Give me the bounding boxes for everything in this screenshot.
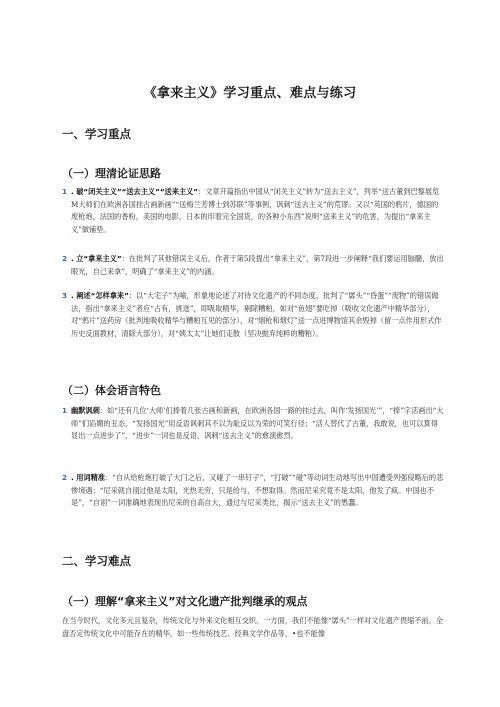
list-item (62, 186, 444, 236)
list-item (62, 472, 444, 510)
item-lead: . 用词精准 (71, 473, 105, 482)
item-number: 1 (62, 187, 68, 196)
section-heading-difficulties: 二、学习难点 (62, 554, 131, 568)
item-number: 2 (62, 473, 68, 482)
list-item (62, 253, 444, 278)
section-heading-key-points: 一、学习重点 (62, 127, 131, 141)
item-text: ：在批判了其他错误主义后，作者于第5段提出“拿来主义”，第7段进一步阐释“我们要运用脑髓，放出眼光，自己来拿”，明确了“拿来主义”的内涵。 (71, 254, 444, 276)
subheading-language-features: （二）体会语言特色 (62, 384, 161, 397)
item-text: ：文章开篇指出中国从“闭关主义”转为“送去主义”，列举“送古董到巴黎展览M大师们在欧洲各国挂古画新画”“送梅兰芳博士到苏联”等事例，讽刺“送去主义”的荒谬。又以“英国的鸦片，德国的废枪炮，法国的香粉，美国的电影，日本的印着完全国货，的各种小东西”说明“送来主义”的危害，为提出“拿来主义”做铺垫。 (71, 187, 440, 234)
page-title: 《拿来主义》学习重点、难点与练习 (143, 86, 357, 101)
item-lead: . 立“拿来主义” (71, 254, 122, 263)
list-item (62, 290, 444, 340)
item-lead: . 阐述“怎样拿来” (71, 291, 129, 300)
item-number: 3 (62, 291, 68, 300)
subheading-argument-logic: （一）理清论证思路 (62, 167, 161, 180)
subheading-critical-inheritance: （一）理解“拿来主义”对文化遗产批判继承的观点 (62, 595, 308, 608)
paragraph: 在当今时代，文化多元且复杂，传统文化与外来文化相互交织。一方面，我们不能像“孱头”一样对文化遗产畏缩不前，全盘否定传统文化中可能存在的精华，如一些传统技艺、经典文学作品等，•也不能像 (62, 616, 444, 638)
item-lead: 幽默讽刺 (71, 406, 100, 415)
item-text: ：“自从给枪炮打破了大门之后，又碰了一串钉子”，“打破”“碰”等动词生动地写出中国遭受列强侵略后的悲惨境遇；“尼采就自诩过他是太阳，光热无穷，只是给与，不想取得。然而尼采究竟不是太阳，他发了疯。中国也不是”，“自诩”一词准确地表现出尼采的自高自大，通过与尼采类比，揭示“送去主义”的愚蠢。 (71, 473, 444, 508)
item-lead: . 破“闭关主义”“送去主义”“送来主义” (71, 187, 199, 196)
item-number: 2 (62, 254, 68, 263)
item-text: ：如“还有几位‘大师’们捧着几张古画和新画，在欧洲各国一路的挂过去，叫作‘发扬国光’”，“捧”字活画出“大师”们谄媚的丑态，“发扬国光”用反语讽刺其不以为耻反以为荣的可笑行径；“活人替代了古董，我敢说，也可以算得显出一点进步了”，“进步”一词也是反语，讽刺“送去主义”的愈演愈烈。 (71, 406, 444, 441)
item-number: 1 (62, 406, 68, 415)
list-item (62, 405, 444, 443)
item-text: ：以“大宅子”为喻，形象地论述了对待文化遗产的不同态度，批判了“孱头”“昏蛋”“废物”的错误做法，指出“拿来主义”者应“占有，挑选”，即吸取精华，剔除糟粕，如对“鱼翅”要吃掉（吸收文化遗产中精华部分），对“鸦片”送药房（批判地吸收精华与糟粕互见的部分），对“烟枪和烟灯”送一点进博物馆其余毁掉（留一点作用形式作历史反面教材，清除大部分），对“姨太太”让她们走散（坚决抛弃纯粹的糟粕）。 (71, 291, 442, 338)
